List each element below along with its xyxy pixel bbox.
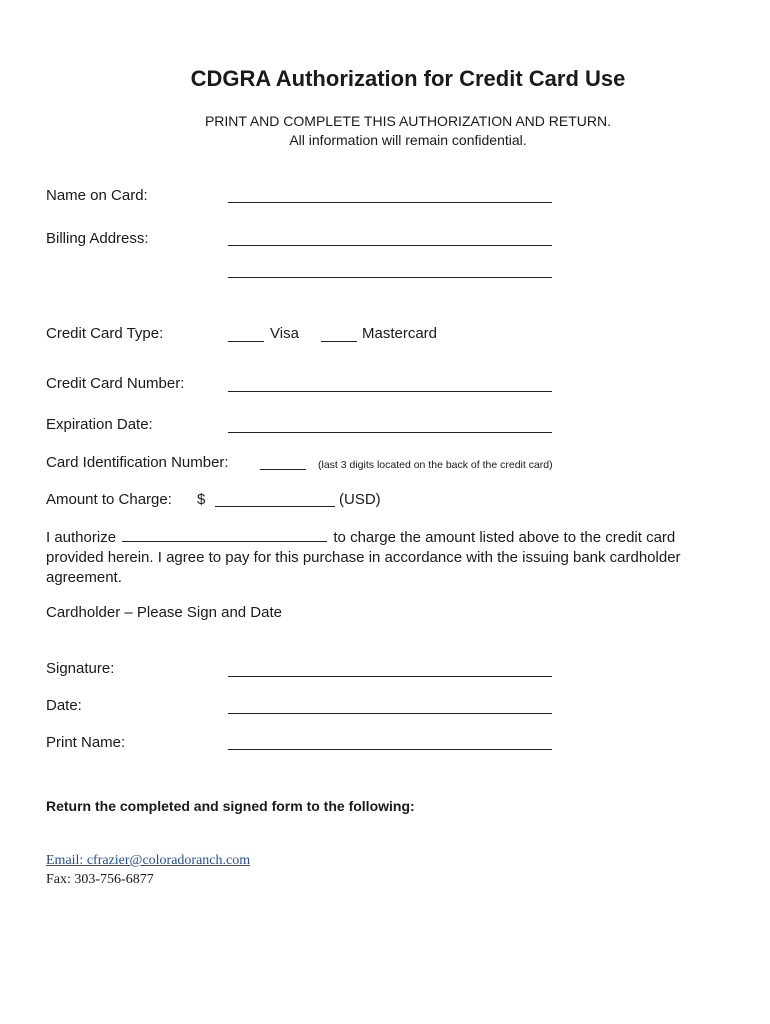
authorization-paragraph xyxy=(46,527,736,588)
amount-unit: (USD) xyxy=(339,491,381,508)
date-label: Date: xyxy=(46,697,82,714)
signature-label: Signature: xyxy=(46,660,115,677)
billing-address-label: Billing Address: xyxy=(46,230,149,247)
print-name-label: Print Name: xyxy=(46,734,126,751)
visa-checkbox-line[interactable] xyxy=(228,341,264,342)
visa-label: Visa xyxy=(270,325,299,342)
card-number-label: Credit Card Number: xyxy=(46,375,185,392)
dollar-sign: $ xyxy=(197,491,206,508)
authorized-party-field[interactable] xyxy=(122,527,327,542)
print-name-field[interactable] xyxy=(228,749,552,750)
expiration-label: Expiration Date: xyxy=(46,416,153,433)
cin-note: (last 3 digits located on the back of the credit card) xyxy=(318,459,553,471)
instruction-line-2: All information will remain confidential. xyxy=(289,132,527,148)
return-heading: Return the completed and signed form to the following: xyxy=(46,798,415,814)
email-link[interactable]: Email: cfrazier@coloradoranch.com xyxy=(46,853,251,868)
mastercard-label: Mastercard xyxy=(362,325,438,342)
authorize-suffix: to charge the amount listed above to the credit card provided herein. I agree to pay for this purchase in accordance with the issuing bank cardholder agreement. xyxy=(46,529,681,586)
name-on-card-field[interactable] xyxy=(228,202,552,203)
mastercard-checkbox-line[interactable] xyxy=(321,341,357,342)
date-field[interactable] xyxy=(228,713,552,714)
cin-label: Card Identification Number: xyxy=(46,454,229,471)
cardholder-heading: Cardholder – Please Sign and Date xyxy=(46,604,282,621)
authorize-prefix: I authorize xyxy=(46,529,117,546)
signature-field[interactable] xyxy=(228,676,552,677)
card-number-field[interactable] xyxy=(228,391,552,392)
billing-address-field-1[interactable] xyxy=(228,245,552,246)
amount-label: Amount to Charge: xyxy=(46,491,172,508)
expiration-field[interactable] xyxy=(228,432,552,433)
fax-number: Fax: 303-756-6877 xyxy=(46,872,154,887)
amount-field[interactable] xyxy=(215,506,335,507)
card-type-label: Credit Card Type: xyxy=(46,325,164,342)
name-on-card-label: Name on Card: xyxy=(46,187,148,204)
cin-field[interactable] xyxy=(260,469,306,470)
form-title: CDGRA Authorization for Credit Card Use xyxy=(190,66,626,91)
billing-address-field-2[interactable] xyxy=(228,277,552,278)
instruction-line-1: PRINT AND COMPLETE THIS AUTHORIZATION AND RETURN. xyxy=(204,113,612,129)
